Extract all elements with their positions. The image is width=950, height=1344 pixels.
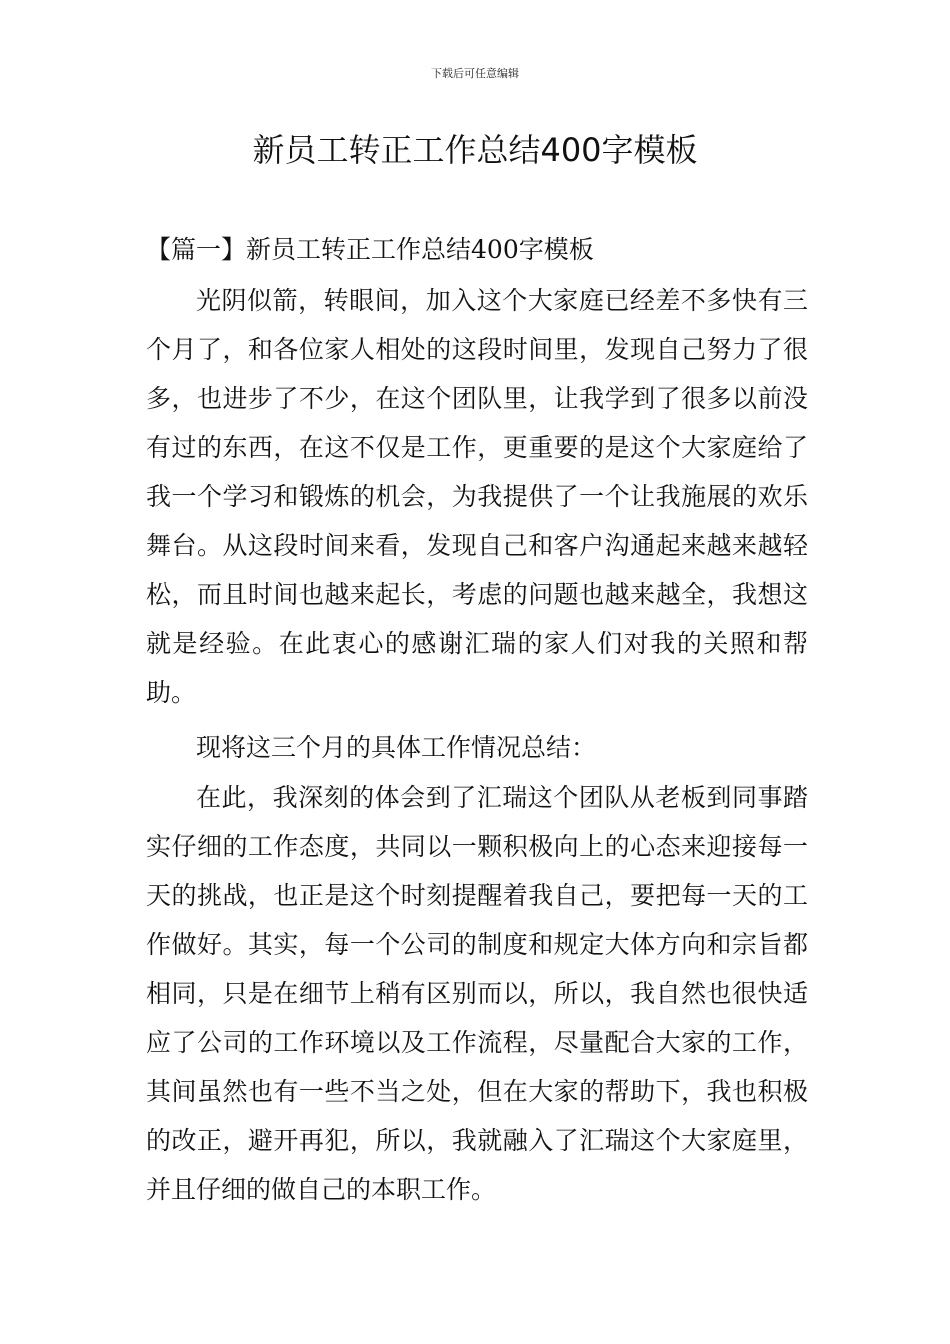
paragraph-details: 在此，我深刻的体会到了汇瑞这个团队从老板到同事踏实仔细的工作态度，共同以一颗积极向上的心态来迎接每一天的挑战，也正是这个时刻提醒着我自己，要把每一天的工作做好。其实，每一个公司的制度和规定大体方向和宗旨都相同，只是在细节上稍有区别而以，所以，我自然也很快适应了公司的工作环境以及工作流程，尽量配合大家的工作，其间虽然也有一些不当之处，但在大家的帮助下，我也积极的改正，避开再犯，所以，我就融入了汇瑞这个大家庭里，并且仔细的做自己的本职工作。 [146, 783, 808, 1204]
document-title: 新员工转正工作总结400字模板 [252, 131, 698, 169]
header-note: 下载后可任意编辑 [431, 67, 519, 80]
paragraph-intro: 光阴似箭，转眼间，加入这个大家庭已经差不多快有三个月了，和各位家人相处的这段时间里，发现自己努力了很多，也进步了不少，在这个团队里，让我学到了很多以前没有过的东西，在这不仅是工作，更重要的是这个大家庭给了我一个学习和锻炼的机会，为我提供了一个让我施展的欢乐舞台。从这段时间来看，发现自己和客户沟通起来越来越轻松，而且时间也越来起长，考虑的问题也越来越全，我想这就是经验。在此衷心的感谢汇瑞的家人们对我的关照和帮助。 [146, 286, 808, 707]
section-heading: 【篇一】新员工转正工作总结400字模板 [146, 235, 594, 264]
paragraph-summary-lead: 现将这三个月的具体工作情况总结： [196, 733, 597, 762]
